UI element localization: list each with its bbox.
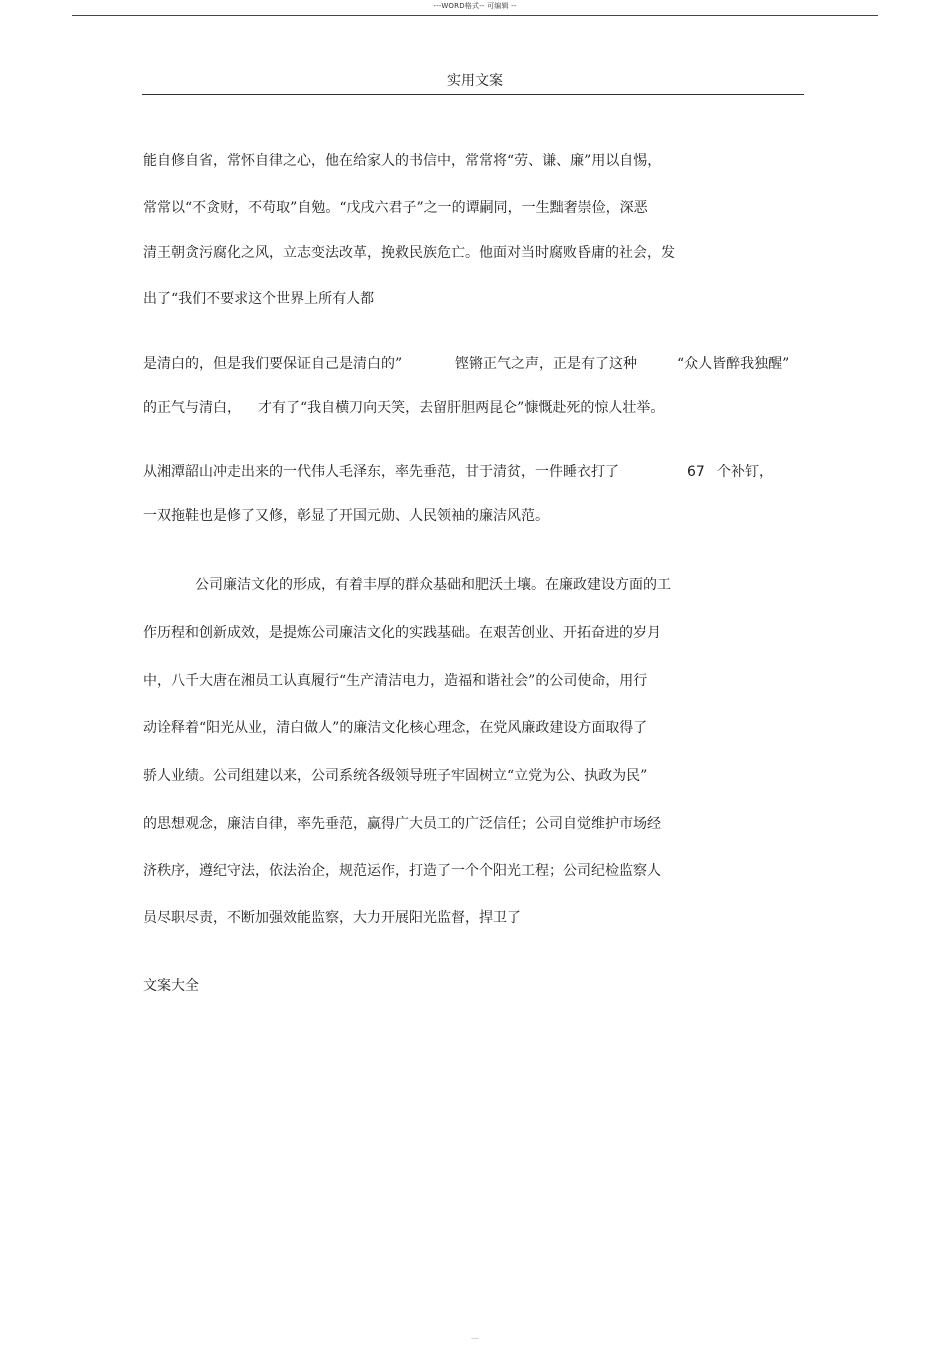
text-line: 常常以“不贪财，不苟取”自勉。“戊戌六君子”之一的谭嗣同，一生黜奢崇俭，深恶 [143,200,648,216]
text-segment: 从湘潭韶山冲走出来的一代伟人毛泽东，率先垂范，甘于清贫，一件睡衣打了 [143,464,619,480]
text-line: 济秩序，遵纪守法，依法治企，规范运作，打造了一个个阳光工程；公司纪检监察人 [143,863,661,879]
text-segment: “众人皆醉我独醒” [677,356,790,372]
document-title: 实用文案 [447,73,503,89]
text-line: 的思想观念，廉洁自律，率先垂范，赢得广大员工的广泛信任；公司自觉维护市场经 [143,816,661,832]
text-line: 动诠释着“阳光从业，清白做人”的廉洁文化核心理念，在党风廉政建设方面取得了 [143,720,648,736]
text-line: 清王朝贪污腐化之风，立志变法改革，挽救民族危亡。他面对当时腐败昏庸的社会，发 [143,245,675,261]
text-line: 中，八千大唐在湘员工认真履行“生产清洁电力，造福和谐社会”的公司使命，用行 [143,673,648,689]
text-segment: 个补钉， [717,464,773,480]
text-line: 作历程和创新成效，是提炼公司廉洁文化的实践基础。在艰苦创业、开拓奋进的岁月 [143,625,661,641]
footer-label: 文案大全 [143,978,199,994]
page-footer-mark: .... [471,1334,479,1341]
text-line: 骄人业绩。公司组建以来，公司系统各级领导班子牢固树立“立党为公、执政为民” [143,768,648,784]
title-rule [142,94,804,95]
text-line: 能自修自省，常怀自律之心，他在给家人的书信中，常常将“劳、谦、廉”用以自惕， [143,153,662,169]
word-format-header: ---WORD格式-- 可编辑 -- [433,2,517,10]
text-line: 公司廉洁文化的形成，有着丰厚的群众基础和肥沃土壤。在廉政建设方面的工 [195,577,671,593]
text-line: 出了“我们不要求这个世界上所有人都 [143,291,375,307]
text-segment: 的正气与清白， [143,400,241,416]
text-segment: 才有了“我自横刀向天笑，去留肝胆两昆仑”慷慨赴死的惊人壮举。 [258,400,665,416]
patch-count: 67 [687,464,705,480]
text-line: 员尽职尽责，不断加强效能监察，大力开展阳光监督，捍卫了 [143,910,521,926]
text-segment: 铿锵正气之声，正是有了这种 [455,356,637,372]
text-segment: 是清白的，但是我们要保证自己是清白的” [143,356,403,372]
text-line: 一双拖鞋也是修了又修，彰显了开国元勋、人民领袖的廉洁风范。 [143,508,549,524]
header-rule [72,15,878,16]
